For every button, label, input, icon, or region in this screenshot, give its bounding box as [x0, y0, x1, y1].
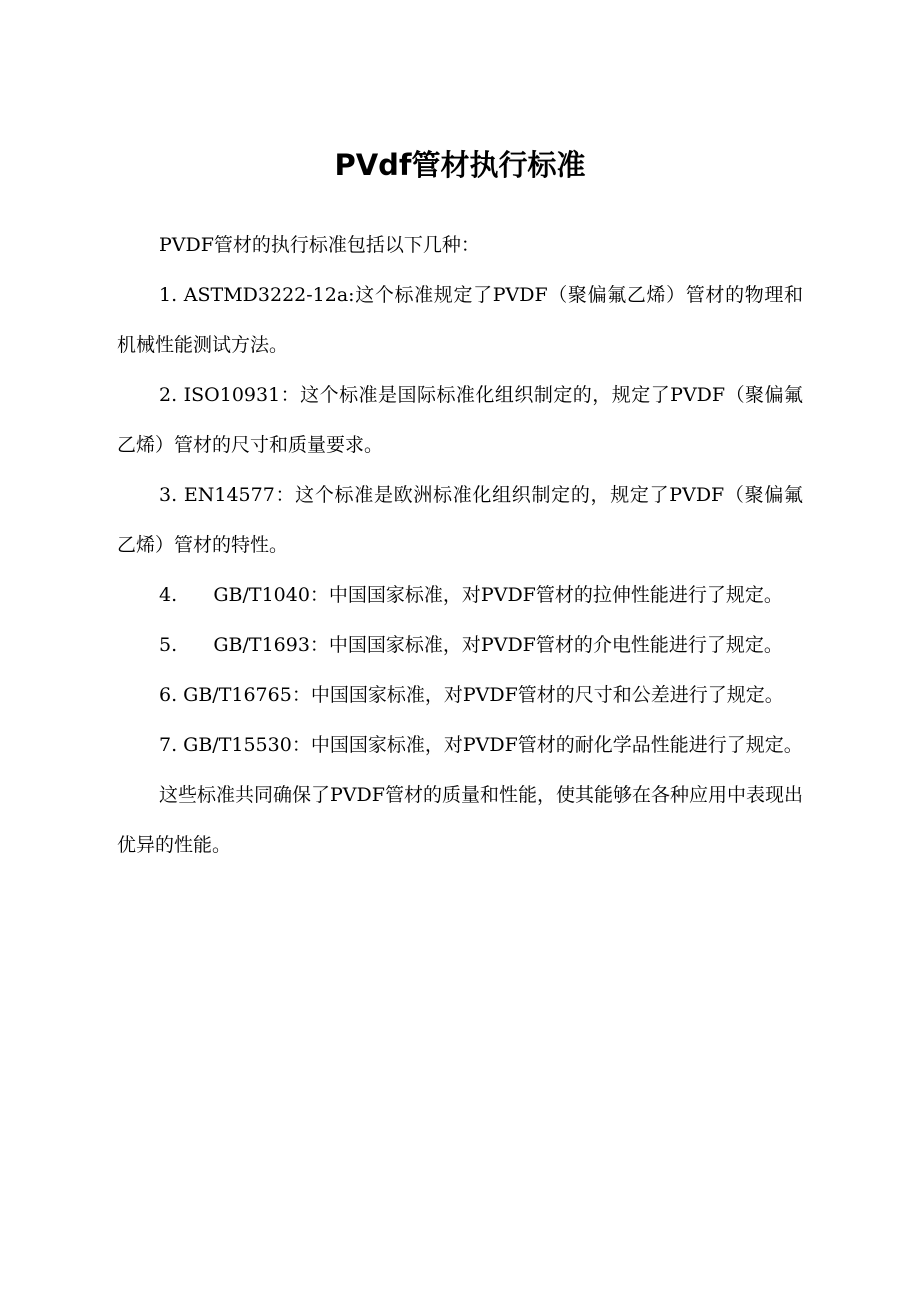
document-title: PVdf管材执行标准	[334, 148, 586, 183]
paragraph-item-4: 4. GB/T1040：中国国家标准，对PVDF管材的拉伸性能进行了规定。	[159, 584, 783, 606]
paragraph-item-1: 1. ASTMD3222-12a:这个标准规定了PVDF（聚偏氟乙烯）管材的物理和机械性能测试方法。	[117, 284, 803, 356]
paragraph-item-2: 2. ISO10931：这个标准是国际标准化组织制定的，规定了PVDF（聚偏氟乙烯）管材的尺寸和质量要求。	[117, 384, 803, 456]
document-body	[117, 220, 803, 870]
paragraph-item-3: 3. EN14577：这个标准是欧洲标准化组织制定的，规定了PVDF（聚偏氟乙烯）管材的特性。	[117, 484, 803, 556]
paragraph-item-7: 7. GB/T15530：中国国家标准，对PVDF管材的耐化学品性能进行了规定。	[159, 734, 803, 756]
paragraph-item-6: 6. GB/T16765：中国国家标准，对PVDF管材的尺寸和公差进行了规定。	[159, 684, 784, 706]
paragraph-intro: PVDF管材的执行标准包括以下几种：	[159, 234, 480, 256]
paragraph-item-5: 5. GB/T1693：中国国家标准，对PVDF管材的介电性能进行了规定。	[159, 634, 783, 656]
paragraph-conclusion: 这些标准共同确保了PVDF管材的质量和性能，使其能够在各种应用中表现出优异的性能。	[117, 784, 803, 856]
